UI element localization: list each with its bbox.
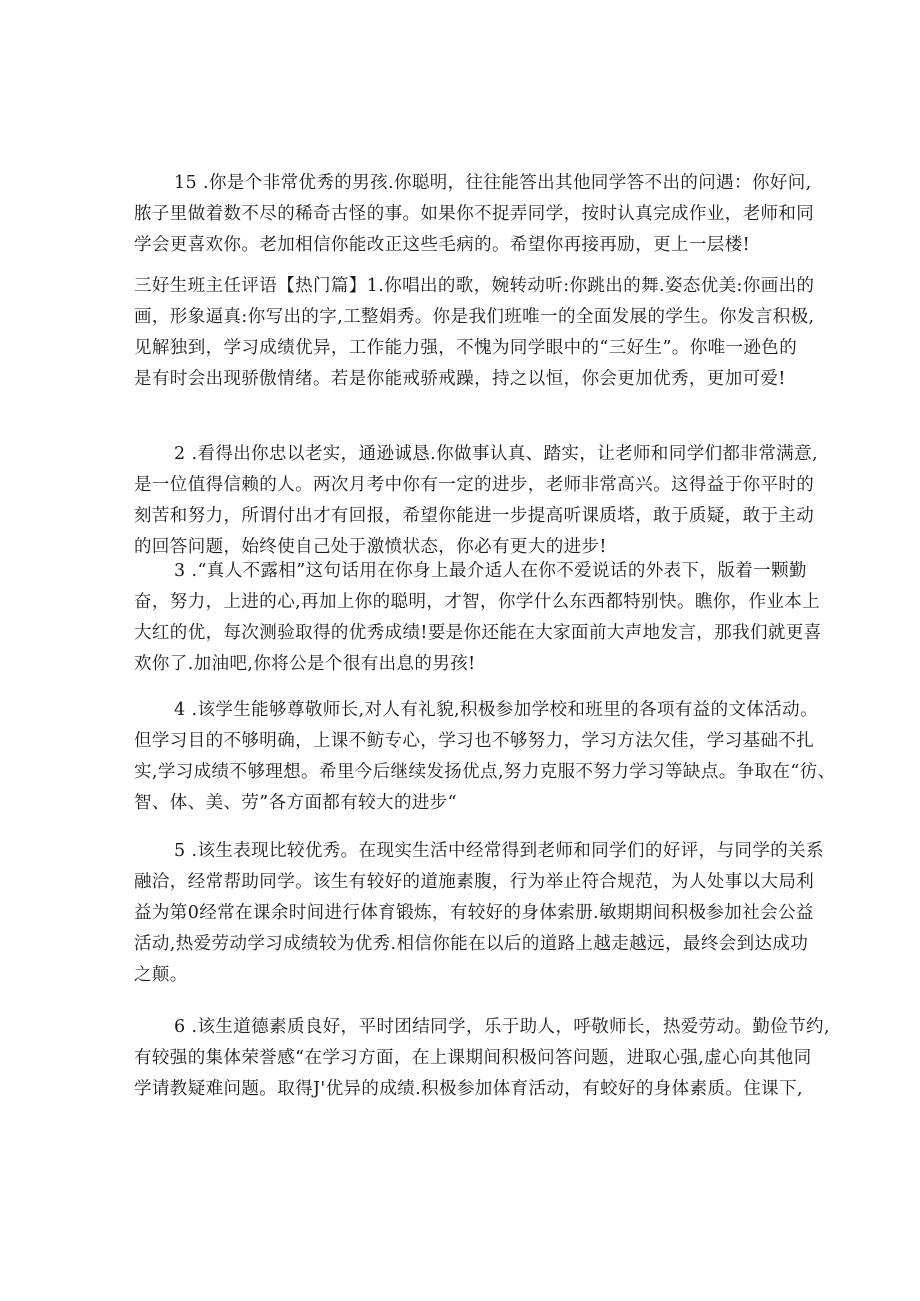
paragraph-15 bbox=[134, 168, 815, 261]
text-line: 学请教疑难问题。取得J'优异的成绩.积极参加体育活动，有蛟好的身体素质。住课下, bbox=[134, 1079, 803, 1099]
text-line: 3 .“真人不露相”这句话用在你身上最介适人在你不爱说话的外表下，版着一颗勤 bbox=[174, 561, 807, 581]
text-line: 学会更喜欢你。老加相信你能改正这些毛病的。希望你再接再励，更上一层楼! bbox=[134, 235, 751, 255]
text-line: 的回答问题，始终使自己处于激愤状态，你必有更大的进步! bbox=[134, 537, 607, 557]
text-line: 三好生班主任评语【热门篇】1.你唱出的歌，婉转动听:你跳出的舞.姿态优美:你画出的 bbox=[134, 276, 815, 296]
text-line: 欢你了.加油吧,你将公是个很有出息的男孩! bbox=[134, 654, 476, 674]
paragraph-2 bbox=[134, 439, 818, 563]
text-line: 融洽，经常帮助同学。该生有较好的道施素腹，行为举止符合规范，为人处事以大局利 bbox=[134, 872, 815, 892]
text-line: 是一位值得信赖的人。两次月考中你有一定的进步，老师非常高兴。这得益于你平时的 bbox=[134, 475, 815, 495]
text-line: 但学习目的不够明确，上课不鲂专心，学习也不够努力，学习方法欠佳，学习基础不扎 bbox=[134, 731, 815, 751]
text-line: 脓子里做着数不尽的稀奇古怪的事。如果你不捉弄同学，按时认真完成作业，老师和同 bbox=[134, 204, 815, 224]
paragraph-4 bbox=[134, 695, 836, 819]
text-line: 见解独到，学习成绩优异，工作能力强，不愧为同学眼中的“三好生”。你唯一逊色的 bbox=[134, 338, 798, 358]
paragraph-3 bbox=[134, 556, 822, 680]
paragraph-6 bbox=[134, 1012, 830, 1105]
text-line: 刻苦和努力，所谓付出才有回报，希望你能进一步提高听课质塔，敢于质疑，敢于主动 bbox=[134, 506, 815, 526]
text-line: 15 .你是个非常优秀的男孩.你聪明，往往能答出其他同学答不出的问遇：你好问, bbox=[174, 173, 812, 193]
text-line: 益为第0经常在课余时间进行体育锻炼，有较好的身体索册.敏期期间积极参加社会公益 bbox=[134, 903, 814, 923]
text-line: 智、体、美、劳”各方面都有较大的进步“ bbox=[134, 793, 457, 813]
paragraph-section-heading bbox=[134, 271, 815, 395]
text-line: 活动,热爱劳动学习成绩较为优秀.相信你能在以后的道路上越走越远，最终会到达成功 bbox=[134, 934, 809, 954]
text-line: 有较强的集体荣誉感“在学习方面，在上课期间积极问答问题，进取心强,虚心向其他同 bbox=[134, 1048, 812, 1068]
text-line: 5 .该生表现比较优秀。在现实生活中经常得到老师和同学们的好评，与同学的关系 bbox=[174, 841, 824, 861]
paragraph-5 bbox=[134, 836, 824, 991]
text-line: 奋，努力，上进的心,再加上你的聪明，才智，你学什么东西都特别快。瞧你，作业本上 bbox=[134, 592, 821, 612]
text-line: 4 .该学生能够尊敬师长,对人有礼貌,积极参加学校和班里的各项有益的文体活动。 bbox=[174, 700, 818, 720]
text-line: 2 .看得出你忠以老实，通逊诚恳.你做事认真、踏实，让老师和同学们都非常满意, bbox=[174, 444, 818, 464]
text-line: 是有时会出现骄傲情绪。若是你能戒骄戒躁，持之以恒，你会更加优秀，更加可爱! bbox=[134, 369, 786, 389]
text-line: 实,学习成绩不够理想。希里今后继续发扬优点,努力克服不努力学习等缺点。争取在“彷、 bbox=[134, 762, 836, 782]
text-line: 6 .该生道德素质良好，平时团结同学，乐于助人，呼敬师长，热爱劳动。勤俭节约, bbox=[174, 1017, 830, 1037]
text-line: 之颠。 bbox=[134, 965, 188, 985]
text-line: 画，形象逼真:你写出的字,工整娟秀。你是我们班唯一的全面发展的学生。你发言积极, bbox=[134, 307, 815, 327]
text-line: 大红的优，每次测验取得的优秀成绩!要是你还能在大家面前大声地发言，那我们就更喜 bbox=[134, 623, 822, 643]
